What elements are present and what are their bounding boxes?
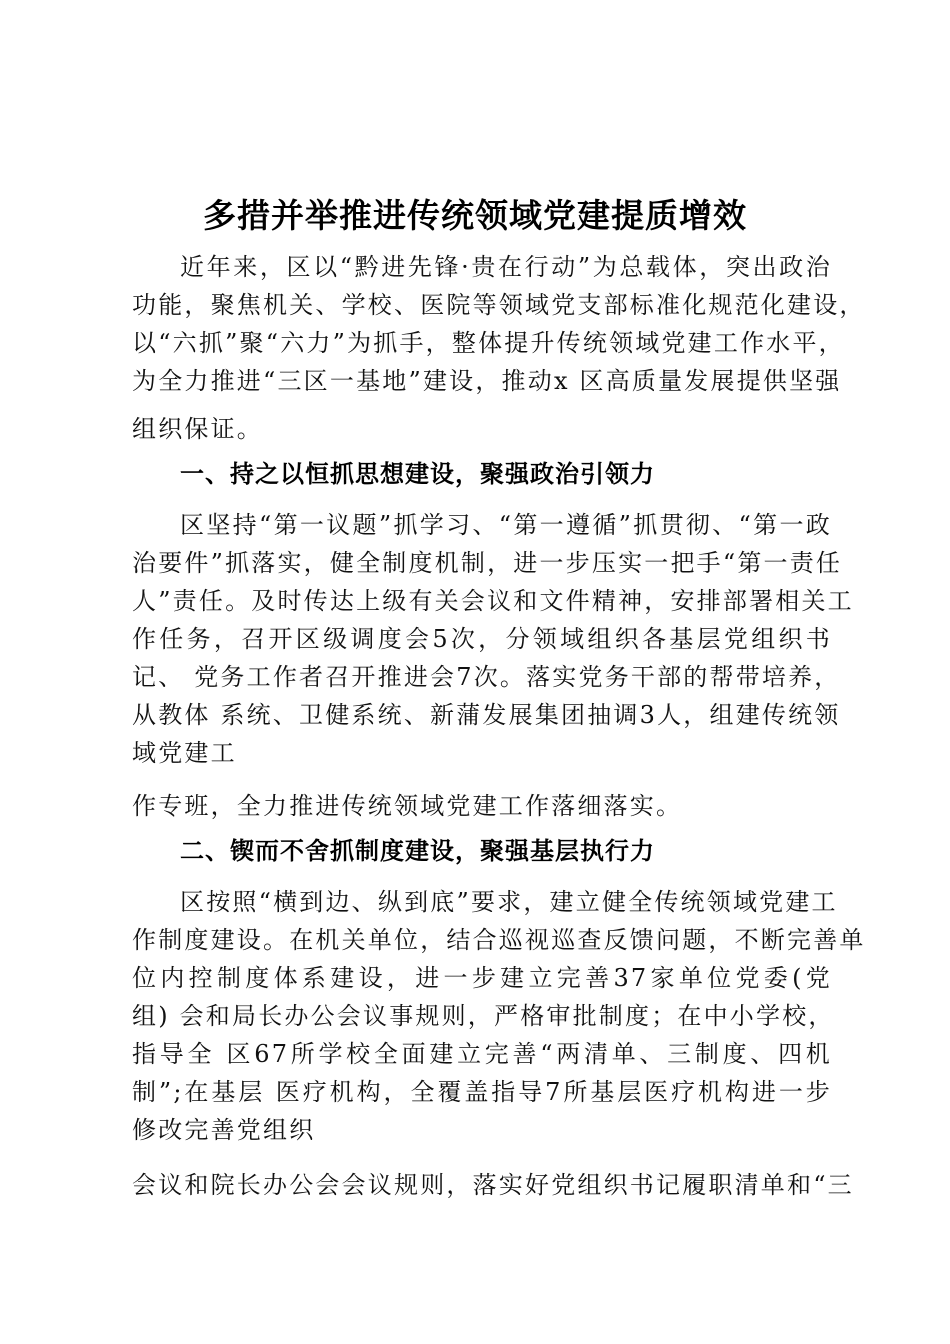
intro-line: 以“六抓”聚“六力”为抓手，整体提升传统领域党建工作水平， xyxy=(132,329,845,357)
paragraph-line: 区按照“横到边、纵到底”要求，建立健全传统领域党建工 xyxy=(180,888,838,916)
paragraph-line: 区坚持“第一议题”抓学习、“第一遵循”抓贯彻、“第一政 xyxy=(180,511,832,539)
paragraph-line: 修改完善党组织 xyxy=(132,1116,316,1144)
section-heading: 一、持之以恒抓思想建设，聚强政治引领力 xyxy=(180,460,655,488)
document-title: 多措并举推进传统领域党建提质增效 xyxy=(203,196,747,235)
intro-line: 近年来，区以“黔进先锋·贵在行动”为总载体，突出政治 xyxy=(180,253,832,281)
section-heading: 二、锲而不舍抓制度建设，聚强基层执行力 xyxy=(180,837,655,865)
intro-line: 为全力推进“三区一基地”建设，推动x 区高质量发展提供坚强 xyxy=(132,367,842,395)
paragraph-line: 作制度建设。在机关单位，结合巡视巡查反馈问题，不断完善单 xyxy=(132,926,866,954)
paragraph-line: 作专班，全力推进传统领域党建工作落细落实。 xyxy=(132,792,683,820)
paragraph-line: 域党建工 xyxy=(132,739,237,767)
paragraph-line: 记、 党务工作者召开推进会7次。落实党务干部的帮带培养， xyxy=(132,663,841,691)
paragraph-line: 组) 会和局长办公会议事规则，严格审批制度；在中小学校， xyxy=(132,1002,835,1030)
paragraph-line: 治要件”抓落实，健全制度机制，进一步压实一把手“第一责任 xyxy=(132,549,843,577)
intro-line: 组织保证。 xyxy=(132,415,263,443)
intro-line: 功能，聚焦机关、学校、医院等领域党支部标准化规范化建设， xyxy=(132,291,866,319)
paragraph-line: 位内控制度体系建设，进一步建立完善37家单位党委(党 xyxy=(132,964,832,992)
paragraph-line: 指导全 区67所学校全面建立完善“两清单、三制度、四机 xyxy=(132,1040,832,1068)
paragraph-line: 从教体 系统、卫健系统、新蒲发展集团抽调3人，组建传统领 xyxy=(132,701,841,729)
paragraph-line: 人”责任。及时传达上级有关会议和文件精神，安排部署相关工 xyxy=(132,587,854,615)
paragraph-line: 会议和院长办公会会议规则，落实好党组织书记履职清单和“三 xyxy=(132,1171,854,1199)
paragraph-line: 制”;在基层 医疗机构，全覆盖指导7所基层医疗机构进一步 xyxy=(132,1078,832,1106)
paragraph-line: 作任务，召开区级调度会5次，分领域组织各基层党组织书 xyxy=(132,625,832,653)
